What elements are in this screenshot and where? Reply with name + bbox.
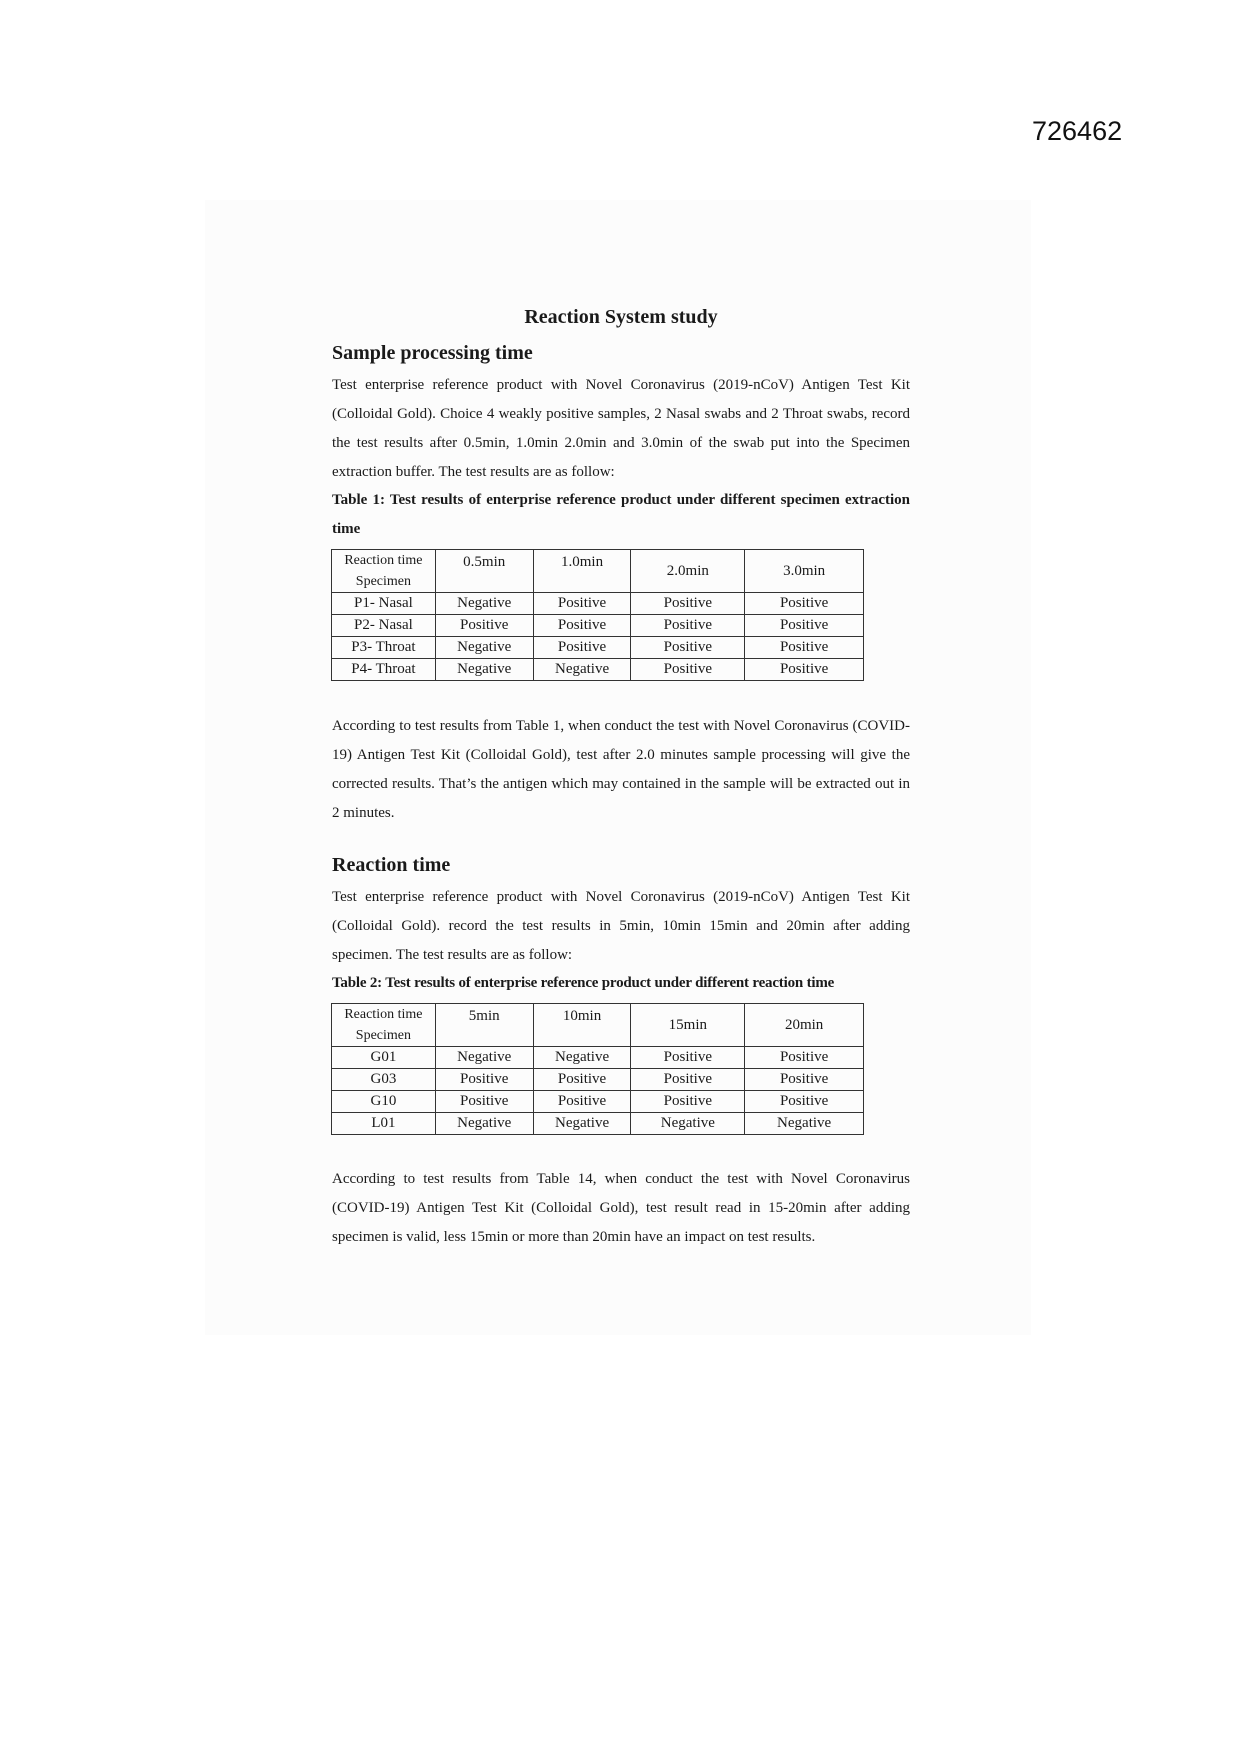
section1-conclusion: According to test results from Table 1, when conduct the test with Novel Coronavirus (COVID-19) Antigen Test Kit (Colloidal Gold), test after 2.0 minutes sample processing will give the corrected results. That’s the antigen which may contained in the sample will be extracted out in 2 minutes. xyxy=(332,718,910,821)
table-2-cell: Negative xyxy=(435,1047,533,1069)
table-2-cell: Positive xyxy=(631,1069,745,1091)
table-2-cell: Positive xyxy=(533,1069,631,1091)
table-row xyxy=(332,637,864,659)
section2-intro-block xyxy=(332,883,910,970)
table-2-corner-reaction-time: Reaction time xyxy=(332,1004,436,1026)
table-1-col-header: 0.5min xyxy=(435,550,533,593)
table-2-row-label: L01 xyxy=(332,1113,436,1135)
table-2-cell: Negative xyxy=(435,1113,533,1135)
table-1-cell: Positive xyxy=(631,593,745,615)
table-1-cell: Positive xyxy=(745,659,864,681)
section-sample-processing xyxy=(332,342,910,365)
table-2-row-label: G10 xyxy=(332,1091,436,1113)
table-1-header-row-1 xyxy=(332,550,864,572)
table-1-cell: Positive xyxy=(533,637,631,659)
table-2-col-header: 10min xyxy=(533,1004,631,1047)
table-2-col-header: 15min xyxy=(631,1004,745,1047)
table-row xyxy=(332,659,864,681)
table-2-cell: Negative xyxy=(533,1113,631,1135)
table-1-cell: Positive xyxy=(631,615,745,637)
section1-intro: Test enterprise reference product with Novel Coronavirus (2019-nCoV) Antigen Test Kit (Colloidal Gold). Choice 4 weakly positive samples, 2 Nasal swabs and 2 Throat swabs, record the test results after 0.5min, 1.0min 2.0min and 3.0min of the swab put into the Specimen extraction buffer. The test results are as follow: xyxy=(332,377,910,480)
table-2-cell: Positive xyxy=(631,1047,745,1069)
table2-caption: Table 2: Test results of enterprise reference product under different reaction time xyxy=(332,975,835,991)
section-heading-reaction-time: Reaction time xyxy=(332,854,451,876)
table2-caption-block xyxy=(332,969,910,998)
table-2-cell: Negative xyxy=(533,1047,631,1069)
table-row xyxy=(332,1113,864,1135)
table-2-cell: Negative xyxy=(631,1113,745,1135)
section2-conclusion: According to test results from Table 14, when conduct the test with Novel Coronavirus (COVID-19) Antigen Test Kit (Colloidal Gold), test result read in 15-20min after adding specimen is valid, less 15min or more than 20min have an impact on test results. xyxy=(332,1171,910,1245)
table-1-cell: Positive xyxy=(745,615,864,637)
section2-conclusion-block xyxy=(332,1165,910,1252)
table-1-cell: Negative xyxy=(533,659,631,681)
table-1-row-label: P3- Throat xyxy=(332,637,436,659)
section-reaction-time xyxy=(332,854,910,877)
table-2-cell: Positive xyxy=(745,1091,864,1113)
table-2-row-label: G01 xyxy=(332,1047,436,1069)
table-2-cell: Positive xyxy=(435,1069,533,1091)
table-row xyxy=(332,1091,864,1113)
section2-intro: Test enterprise reference product with Novel Coronavirus (2019-nCoV) Antigen Test Kit (Colloidal Gold). record the test results in 5min, 10min 15min and 20min after adding specimen. The test results are as follow: xyxy=(332,889,910,963)
table-2-cell: Positive xyxy=(745,1047,864,1069)
section-heading-sample-processing: Sample processing time xyxy=(332,342,533,364)
table-1-cell: Negative xyxy=(435,637,533,659)
table-1-row-label: P2- Nasal xyxy=(332,615,436,637)
table-1-row-label: P1- Nasal xyxy=(332,593,436,615)
table-2-cell: Positive xyxy=(435,1091,533,1113)
table-1-col-header: 1.0min xyxy=(533,550,631,593)
table-2-header-row-1 xyxy=(332,1004,864,1026)
table-row xyxy=(332,615,864,637)
table1-caption-block xyxy=(332,486,910,544)
table-1-corner-specimen: Specimen xyxy=(332,571,436,593)
table-2-cell: Negative xyxy=(745,1113,864,1135)
table-2-corner-specimen: Specimen xyxy=(332,1025,436,1047)
table-1-cell: Positive xyxy=(631,659,745,681)
table-row xyxy=(332,593,864,615)
table-1-cell: Positive xyxy=(631,637,745,659)
table-1-cell: Negative xyxy=(435,659,533,681)
table-1-cell: Positive xyxy=(745,637,864,659)
table-2-col-header: 20min xyxy=(745,1004,864,1047)
table-2-cell: Positive xyxy=(745,1069,864,1091)
table-2 xyxy=(331,1003,864,1135)
table-1-col-header: 2.0min xyxy=(631,550,745,593)
page-number: 726462 xyxy=(1032,116,1123,146)
table-2-cell: Positive xyxy=(533,1091,631,1113)
table-1-corner-reaction-time: Reaction time xyxy=(332,550,436,572)
table-1-col-header: 3.0min xyxy=(745,550,864,593)
table-1-row-label: P4- Throat xyxy=(332,659,436,681)
table-row xyxy=(332,1047,864,1069)
table-1-cell: Negative xyxy=(435,593,533,615)
table-row xyxy=(332,1069,864,1091)
table-1-cell: Positive xyxy=(435,615,533,637)
table-2-cell: Positive xyxy=(631,1091,745,1113)
document-title: Reaction System study xyxy=(524,306,718,328)
table-1-cell: Positive xyxy=(533,615,631,637)
table-2-col-header: 5min xyxy=(435,1004,533,1047)
table-1-cell: Positive xyxy=(533,593,631,615)
section1-intro-block xyxy=(332,371,910,487)
table-1 xyxy=(331,549,864,681)
table-2-row-label: G03 xyxy=(332,1069,436,1091)
table1-caption: Table 1: Test results of enterprise reference product under different specimen extraction time xyxy=(332,492,910,537)
section1-conclusion-block xyxy=(332,712,910,828)
table-1-cell: Positive xyxy=(745,593,864,615)
